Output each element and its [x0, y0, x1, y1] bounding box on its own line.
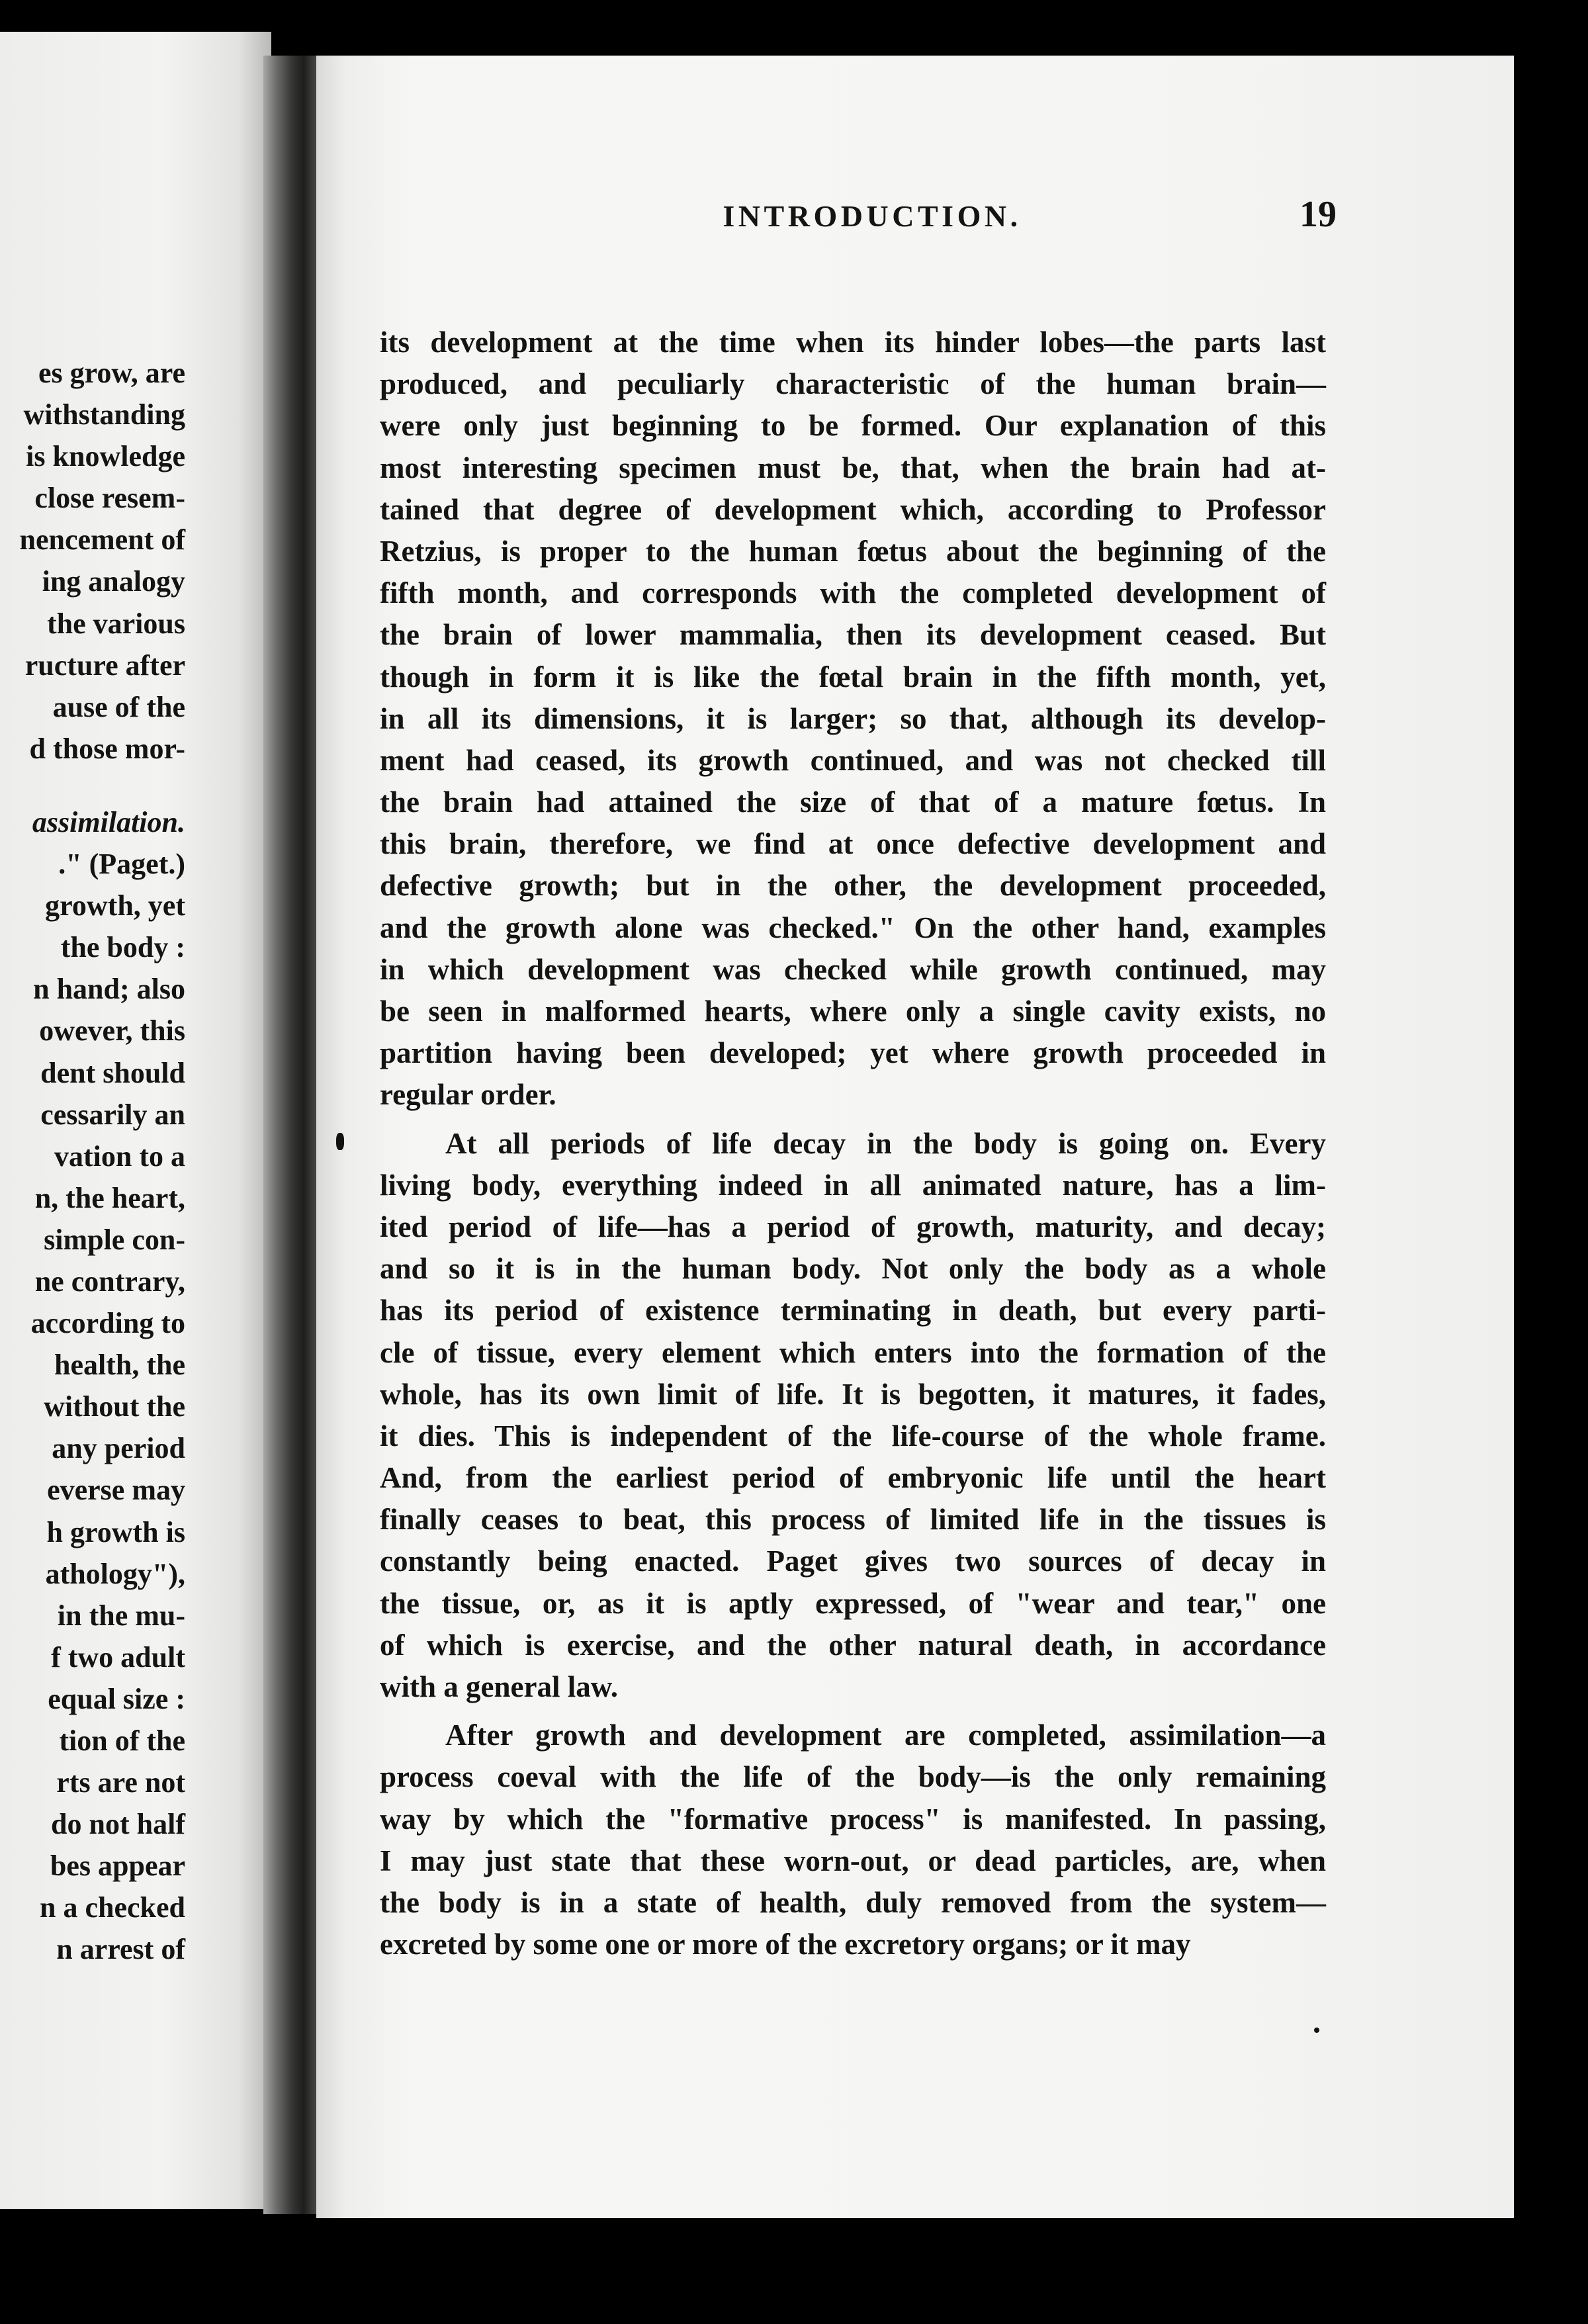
- facing-page-line: n a checked: [40, 1891, 185, 1924]
- facing-page-line: the body :: [60, 931, 185, 964]
- text-line: finally ceases to beat, this process of limited life in the tissues is: [380, 1503, 1326, 1537]
- text-line: its development at the time when its hinder lobes—the parts last: [380, 326, 1326, 359]
- text-line: be seen in malformed hearts, where only a single cavity exists, no: [380, 995, 1326, 1028]
- text-line: and the growth alone was checked." On the other hand, examples: [380, 911, 1326, 944]
- text-line: has its period of existence terminating in death, but every parti-: [380, 1294, 1326, 1327]
- text-line: At all periods of life decay in the body is going on. Every: [445, 1126, 1326, 1160]
- facing-page-line: n arrest of: [56, 1933, 185, 1966]
- text-line: cle of tissue, every element which enters into the formation of the: [380, 1335, 1326, 1369]
- facing-page-line: growth, yet: [45, 889, 185, 922]
- facing-page-line: vation to a: [54, 1140, 185, 1173]
- facing-page-line: is knowledge: [26, 440, 185, 473]
- facing-page-line: ructure after: [24, 648, 185, 682]
- text-line: ment had ceased, its growth continued, and was not checked till: [380, 743, 1326, 777]
- facing-page-line: ing analogy: [42, 565, 185, 598]
- facing-page-line: dent should: [40, 1056, 185, 1089]
- text-line: process coeval with the life of the body—is the only remaining: [380, 1760, 1326, 1794]
- text-line: of which is exercise, and the other natural death, in accordance: [380, 1628, 1326, 1662]
- facing-page-line: ause of the: [52, 690, 185, 723]
- facing-page-line: n, the heart,: [34, 1181, 185, 1214]
- facing-page-line: do not half: [51, 1808, 185, 1841]
- text-line: excreted by some one or more of the excretory organs; or it may: [380, 1928, 1191, 1961]
- text-line: though in form it is like the fœtal brain in the fifth month, yet,: [380, 660, 1326, 693]
- facing-page-line: any period: [52, 1432, 185, 1465]
- facing-page-line: owever, this: [39, 1014, 185, 1048]
- text-line: partition having been developed; yet where growth proceeded in: [380, 1036, 1326, 1070]
- facing-page-line: athology"),: [45, 1557, 185, 1590]
- paragraph-spacer: [380, 1116, 1326, 1123]
- text-line: it dies. This is independent of the life-course of the whole frame.: [380, 1419, 1326, 1452]
- text-line: I may just state that these worn-out, or dead particles, are, when: [380, 1844, 1326, 1877]
- facing-page-line: cessarily an: [40, 1098, 185, 1131]
- facing-page-line: ne contrary,: [34, 1265, 185, 1298]
- facing-page-line: bes appear: [50, 1850, 185, 1883]
- ink-speck: [336, 1133, 344, 1150]
- text-line: living body, everything indeed in all animated nature, has a lim-: [380, 1168, 1326, 1202]
- text-line: After growth and development are completed, assimilation—a: [445, 1719, 1326, 1752]
- text-line: constantly being enacted. Paget gives two sources of decay in: [380, 1544, 1326, 1578]
- text-line: ited period of life—has a period of growth, maturity, and decay;: [380, 1210, 1326, 1243]
- text-line: fifth month, and corresponds with the completed development of: [380, 576, 1326, 610]
- facing-page-line: tion of the: [59, 1724, 185, 1757]
- facing-page-line: equal size :: [48, 1682, 185, 1715]
- facing-page-text: [20, 352, 186, 1971]
- text-line: the tissue, or, as it is aptly expressed, of "wear and tear," one: [380, 1586, 1326, 1620]
- text-line: the brain of lower mammalia, then its development ceased. But: [380, 618, 1326, 652]
- facing-page-line: nencement of: [19, 523, 185, 557]
- text-line: Retzius, is proper to the human fœtus about the beginning of the: [380, 534, 1326, 568]
- facing-page-fragment: [0, 32, 271, 2209]
- running-head: INTRODUCTION.: [723, 199, 1022, 233]
- text-line: defective growth; but in the other, the development proceeded,: [380, 869, 1326, 903]
- facing-page-line: rts are not: [56, 1766, 185, 1799]
- text-line: the brain had attained the size of that of a mature fœtus. In: [380, 785, 1326, 819]
- text-line: this brain, therefore, we find at once defective development and: [380, 827, 1326, 861]
- facing-page-spacer: [20, 770, 186, 801]
- text-line: the body is in a state of health, duly removed from the system—: [380, 1885, 1326, 1919]
- page-body-text: [380, 322, 1326, 1965]
- text-line: And, from the earliest period of embryonic life until the heart: [380, 1461, 1326, 1495]
- facing-page-line: everse may: [47, 1474, 185, 1507]
- facing-page-line: assimilation.: [32, 805, 185, 838]
- facing-page-line: the various: [47, 607, 185, 640]
- facing-page-line: simple con-: [44, 1223, 185, 1256]
- text-line: tained that degree of development which, according to Professor: [380, 492, 1326, 526]
- text-line: most interesting specimen must be, that, when the brain had at-: [380, 451, 1326, 484]
- facing-page-line: health, the: [54, 1349, 185, 1382]
- text-line: and so it is in the human body. Not only the body as a whole: [380, 1252, 1326, 1286]
- facing-page-line: d those mor-: [29, 732, 185, 765]
- text-line: in which development was checked while growth continued, may: [380, 952, 1326, 986]
- text-line: in all its dimensions, it is larger; so that, although its develop-: [380, 701, 1326, 735]
- text-line: produced, and peculiarly characteristic of the human brain—: [380, 367, 1326, 401]
- ink-speck: [1314, 2028, 1319, 2033]
- text-line: whole, has its own limit of life. It is begotten, it matures, it fades,: [380, 1377, 1326, 1411]
- facing-page-line: n hand; also: [33, 973, 185, 1006]
- text-line: regular order.: [380, 1078, 556, 1112]
- text-line: were only just beginning to be formed. Our explanation of this: [380, 409, 1326, 443]
- text-line: with a general law.: [380, 1670, 618, 1703]
- facing-page-line: h growth is: [46, 1515, 185, 1548]
- facing-page-line: ." (Paget.): [58, 848, 185, 881]
- facing-page-line: f two adult: [51, 1640, 185, 1674]
- facing-page-line: without the: [44, 1390, 185, 1423]
- text-line: way by which the "formative process" is manifested. In passing,: [380, 1802, 1326, 1836]
- page-number: 19: [1300, 194, 1337, 235]
- paragraph-spacer: [380, 1708, 1326, 1715]
- facing-page-line: withstanding: [23, 398, 185, 431]
- facing-page-line: in the mu-: [57, 1599, 185, 1632]
- facing-page-line: close resem-: [34, 482, 185, 515]
- facing-page-line: according to: [30, 1307, 185, 1340]
- facing-page-line: es grow, are: [38, 357, 185, 389]
